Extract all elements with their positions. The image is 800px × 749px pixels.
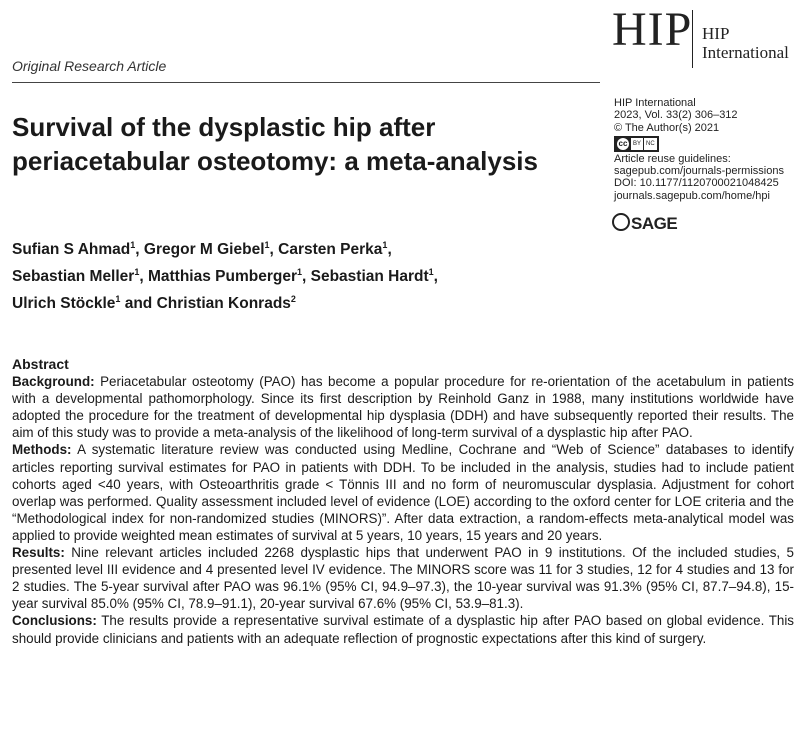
- reuse-link[interactable]: sagepub.com/journals-permissions: [614, 165, 784, 178]
- author-affiliation: 1: [130, 240, 136, 250]
- author-separator: ,: [135, 241, 144, 259]
- background-text: Periacetabular osteotomy (PAO) has become a popular procedure for re-orientation of the acetabulum in patients with a developmental pathomorphology. Since its first description by Reinhold Ganz in 1988, many institutions worldwide have adopted the procedure for the treatment of developmental hip dysplasia (DDH) and have subsequently reported their results. The aim of this study was to provide a meta-analysis of the likelihood of long-term survival of a dysplastic hip after PAO.: [12, 374, 794, 441]
- author-separator: ,: [302, 268, 311, 286]
- journal-link[interactable]: journals.sagepub.com/home/hpi: [614, 189, 770, 202]
- author-separator: and: [120, 295, 157, 313]
- abstract-conclusions: [12, 612, 794, 646]
- author-name[interactable]: Gregor M Giebel: [143, 241, 265, 259]
- sage-s-icon: [612, 213, 630, 231]
- author-list: [12, 234, 602, 315]
- abstract-results: [12, 544, 794, 612]
- journal-logo-mark: HIP: [612, 3, 693, 56]
- author-name[interactable]: Carsten Perka: [278, 241, 383, 259]
- abstract-methods: [12, 441, 794, 544]
- author-separator: ,: [269, 241, 279, 259]
- author-affiliation: 1: [264, 240, 270, 250]
- sage-logo: [612, 213, 677, 234]
- conclusions-text: The results provide a representative survival estimate of a dysplastic hip after PAO based on global evidence. This should provide clinicians and patients with an adequate reflection of prognostic expectations after this kind of surgery.: [12, 613, 794, 646]
- author-name[interactable]: Matthias Pumberger: [147, 268, 297, 286]
- author-affiliation: 2: [290, 294, 296, 305]
- copyright: © The Author(s) 2021: [614, 121, 720, 134]
- author-affiliation: 1: [115, 294, 121, 305]
- journal-volume: 2023, Vol. 33(2) 306–312: [614, 109, 738, 122]
- abstract-heading: Abstract: [12, 356, 69, 372]
- author-separator: ,: [139, 268, 148, 286]
- doi-link[interactable]: DOI: 10.1177/1120700021048425: [614, 177, 779, 190]
- cc-by-icon: BY: [631, 138, 643, 150]
- author-separator: ,: [387, 241, 392, 259]
- sage-logo-text: SAGE: [631, 214, 678, 233]
- background-label: Background:: [12, 374, 95, 390]
- journal-name: HIP International: [614, 97, 696, 109]
- logo-name-line2: International: [702, 43, 789, 62]
- author-separator: ,: [433, 268, 438, 286]
- header-rule: [12, 82, 600, 83]
- author-name[interactable]: Sufian S Ahmad: [12, 241, 131, 259]
- article-type: Original Research Article: [12, 58, 167, 74]
- author-affiliation: 1: [296, 267, 302, 278]
- article-title: Survival of the dysplastic hip after periacetabular osteotomy: a meta-analysis: [12, 112, 538, 176]
- logo-name-line1: HIP: [702, 24, 730, 43]
- author-name[interactable]: Sebastian Meller: [12, 268, 135, 286]
- conclusions-label: Conclusions:: [12, 613, 97, 629]
- cc-license-icon[interactable]: [614, 136, 659, 152]
- journal-logo-name: [702, 24, 798, 62]
- author-affiliation: 1: [134, 267, 140, 278]
- abstract-background: [12, 373, 794, 441]
- logo-divider: [692, 10, 693, 68]
- author-affiliation: 1: [428, 267, 434, 278]
- author-name[interactable]: Christian Konrads: [156, 295, 291, 313]
- cc-nc-icon: NC: [644, 138, 657, 150]
- abstract: [12, 356, 794, 647]
- methods-label: Methods:: [12, 442, 72, 458]
- author-name[interactable]: Sebastian Hardt: [310, 268, 429, 286]
- results-label: Results:: [12, 545, 65, 561]
- author-name[interactable]: Ulrich Stöckle: [12, 295, 116, 313]
- journal-info: [614, 97, 800, 202]
- results-text: Nine relevant articles included 2268 dysplastic hips that underwent PAO in 9 institutions. Of the included studies, 5 presented level III evidence and 4 presented level IV evidence. The MINORS score was 11 for 3 studies, 12 for 4 studies and 13 for 2 studies. The 5-year survival after PAO was 96.1% (95% CI, 94.9–97.3), the 10-year survival was 91.3% (95% CI, 87.7–94.8), 15-year survival 85.0% (95% CI, 78.9–91.1), 20-year survival 67.6% (95% CI, 53.9–81.3).: [12, 545, 794, 612]
- cc-icon: cc: [618, 138, 628, 148]
- author-affiliation: 1: [382, 240, 388, 250]
- methods-text: A systematic literature review was conducted using Medline, Cochrane and “Web of Science” databases to identify articles reporting survival estimates for PAO in patients with DDH. To be included in the analysis, studies had to include patient cohorts aged <40 years, with Osteoarthritis grade < Tönnis III and no form of neuromuscular dysplasia. Adjustment for cohort overlap was performed. Quality assessment included level of evidence (LOE) according to the oxford center for LOE criteria and the “Methodological index for non-randomized studies (MINORS)”. After data extraction, a random-effects meta-analytical model was applied to provide weighted mean estimates of survival at 5 years, 10 years, 15 years and 20 years.: [12, 442, 795, 543]
- reuse-label: Article reuse guidelines:: [614, 152, 731, 165]
